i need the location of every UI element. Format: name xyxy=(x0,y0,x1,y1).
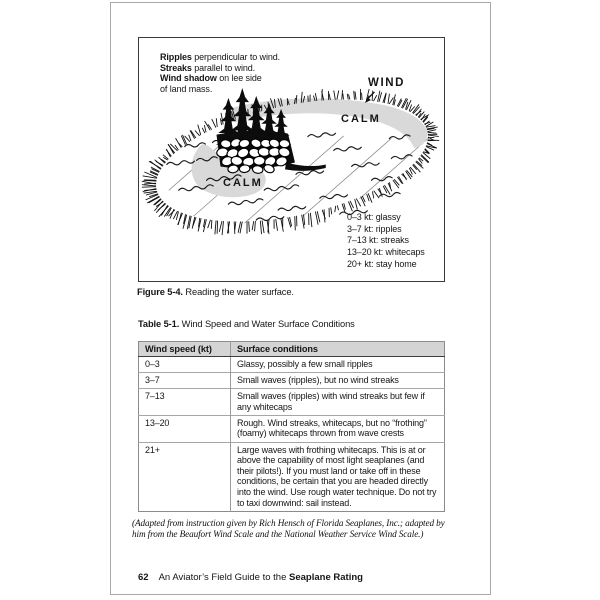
table-row xyxy=(139,389,445,416)
table-row xyxy=(139,442,445,511)
table-row xyxy=(139,373,445,389)
table-block xyxy=(132,341,456,541)
cell-surface-conditions: Small waves (ripples), but no wind streaks xyxy=(231,373,445,389)
table-row xyxy=(139,415,445,442)
wind-arrow-icon xyxy=(365,92,374,103)
annotation-bold: Streaks xyxy=(160,62,192,73)
cell-wind-speed: 21+ xyxy=(139,442,231,511)
table-title-text: Wind Speed and Water Surface Conditions xyxy=(179,319,355,329)
figure-caption-text: Reading the water surface. xyxy=(182,287,294,297)
legend-line: 7–13 kt: streaks xyxy=(347,235,409,246)
legend-line: 20+ kt: stay home xyxy=(347,258,417,269)
annotation-rest: perpendicular to wind. xyxy=(191,52,281,62)
cell-surface-conditions: Rough. Wind streaks, whitecaps, but no “frothing” (foamy) whitecaps thrown from wave crests xyxy=(231,415,445,442)
col-header-wind-speed: Wind speed (kt) xyxy=(139,342,231,357)
annotation-bold: Ripples xyxy=(160,52,192,62)
wind-direction-label: WIND xyxy=(368,77,406,89)
annotation-rest: of land mass. xyxy=(160,83,213,94)
table-title xyxy=(138,319,355,329)
cell-surface-conditions: Large waves with frothing whitecaps. This is at or above the capability of most light seaplanes (and their pilots!). If you must land or take off in these conditions, be certain that you are headed directly into the wind. Use rough water technique. Do not try to taxi downwind: sail instead. xyxy=(231,442,445,511)
cell-wind-speed: 13–20 xyxy=(139,415,231,442)
annotation-line xyxy=(160,63,280,74)
figure-5-4-box xyxy=(138,37,445,282)
book-title: An Aviator’s Field Guide to the xyxy=(158,572,290,583)
cell-wind-speed: 7–13 xyxy=(139,389,231,416)
col-header-surface-conditions: Surface conditions xyxy=(231,342,445,357)
legend-line: 3–7 kt: ripples xyxy=(347,223,402,234)
annotation-rest: on lee side xyxy=(216,73,262,83)
book-title-bold: Seaplane Rating xyxy=(289,572,363,583)
wind-speed-table xyxy=(138,341,445,512)
cell-wind-speed: 0–3 xyxy=(139,357,231,373)
annotation-line xyxy=(160,52,280,63)
page-number: 62 xyxy=(138,572,149,583)
table-header-row xyxy=(139,342,445,357)
legend-line: 0–3 kt: glassy xyxy=(347,212,401,222)
figure-caption xyxy=(137,287,294,297)
table-footnote: (Adapted from instruction given by Rich Hensch of Florida Seaplanes, Inc.; adapted by him from the Beaufort Wind Scale and the National Weather Service Wind Scale.) xyxy=(132,517,445,540)
annotation-bold: Wind shadow xyxy=(160,73,217,83)
page-footer xyxy=(138,572,363,583)
wind-speed-legend xyxy=(347,212,425,271)
book-page xyxy=(110,2,491,595)
annotation-rest: parallel to wind. xyxy=(191,62,256,73)
figure-caption-number: Figure 5-4. xyxy=(137,287,183,297)
figure-annotation xyxy=(160,52,280,94)
cell-surface-conditions: Glassy, possibly a few small ripples xyxy=(231,357,445,373)
calm-area-label-bottom: CALM xyxy=(223,177,263,189)
annotation-line xyxy=(160,73,280,84)
cell-surface-conditions: Small waves (ripples) with wind streaks but few if any whitecaps xyxy=(231,389,445,416)
table-title-number: Table 5-1. xyxy=(138,319,180,329)
cell-wind-speed: 3–7 xyxy=(139,373,231,389)
table-row xyxy=(139,357,445,373)
calm-area-label-top: CALM xyxy=(341,113,381,125)
annotation-line xyxy=(160,84,280,95)
legend-line: 13–20 kt: whitecaps xyxy=(347,247,425,258)
